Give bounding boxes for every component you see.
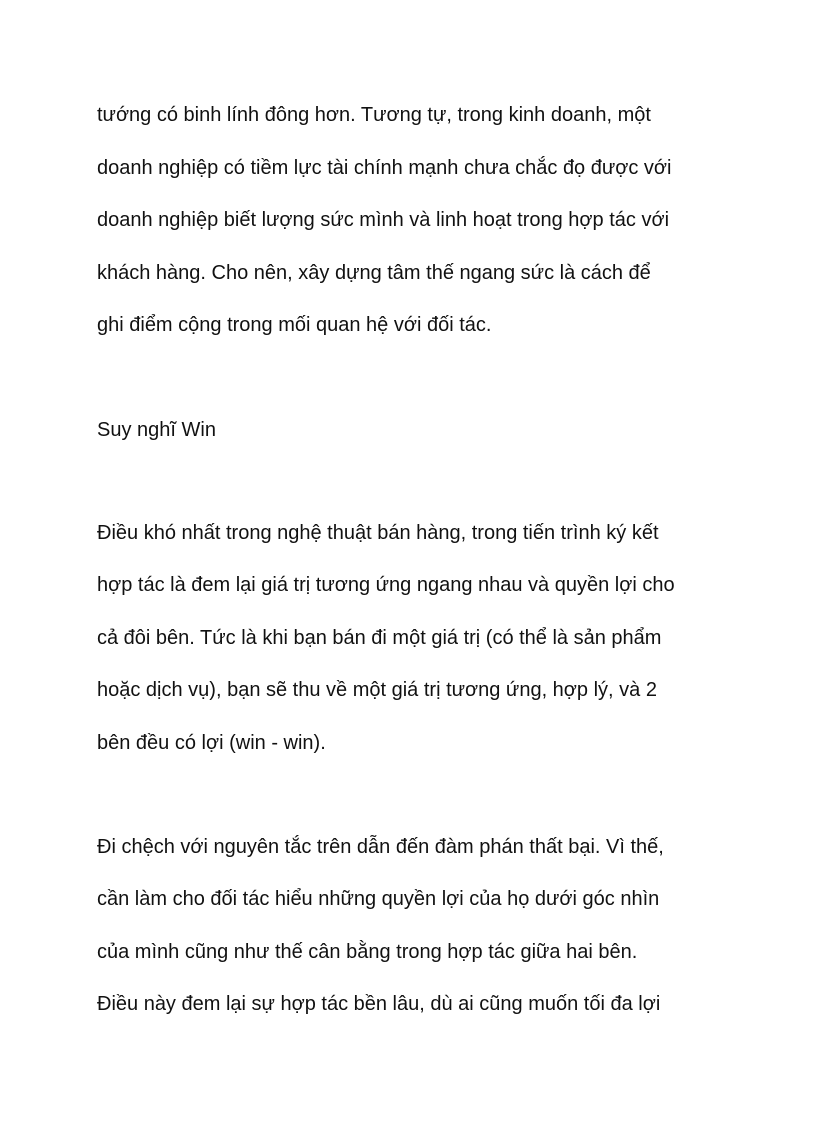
- text-line: của mình cũng như thế cân bằng trong hợp tác giữa hai bên.: [97, 941, 638, 963]
- text-line: ghi điểm cộng trong mối quan hệ với đối tác.: [97, 314, 492, 336]
- text-line: Điều khó nhất trong nghệ thuật bán hàng, trong tiến trình ký kết: [97, 522, 659, 544]
- section-heading: Suy nghĩ Win: [97, 419, 216, 441]
- text-line: hợp tác là đem lại giá trị tương ứng ngang nhau và quyền lợi cho: [97, 574, 675, 596]
- text-line: Đi chệch với nguyên tắc trên dẫn đến đàm phán thất bại. Vì thế,: [97, 836, 664, 858]
- text-line: cần làm cho đối tác hiểu những quyền lợi của họ dưới góc nhìn: [97, 888, 660, 910]
- text-line: bên đều có lợi (win - win).: [97, 732, 326, 754]
- text-line: Điều này đem lại sự hợp tác bền lâu, dù ai cũng muốn tối đa lợi: [97, 993, 661, 1015]
- text-line: tướng có binh lính đông hơn. Tương tự, trong kinh doanh, một: [97, 104, 651, 126]
- text-line: doanh nghiệp biết lượng sức mình và linh hoạt trong hợp tác với: [97, 209, 670, 231]
- text-line: doanh nghiệp có tiềm lực tài chính mạnh chưa chắc đọ được với: [97, 157, 672, 179]
- text-line: hoặc dịch vụ), bạn sẽ thu về một giá trị tương ứng, hợp lý, và 2: [97, 679, 657, 701]
- text-line: khách hàng. Cho nên, xây dựng tâm thế ngang sức là cách để: [97, 262, 651, 284]
- text-line: cả đôi bên. Tức là khi bạn bán đi một giá trị (có thể là sản phẩm: [97, 627, 662, 649]
